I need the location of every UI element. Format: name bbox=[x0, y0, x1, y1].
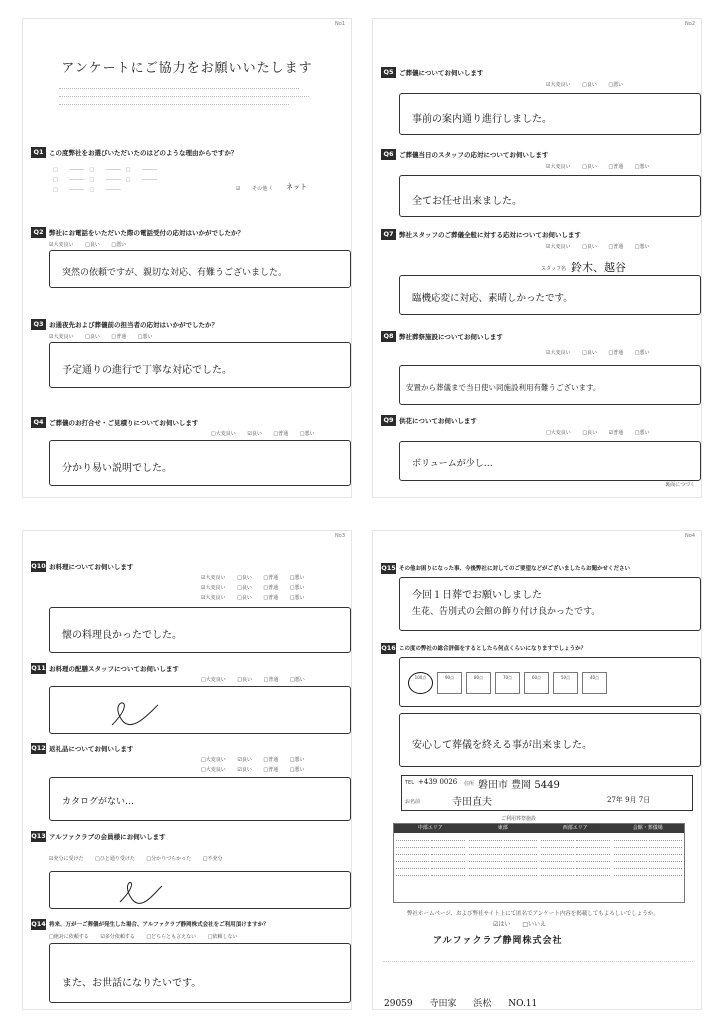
comment-box[interactable] bbox=[399, 365, 701, 405]
question-number: Q8 bbox=[381, 331, 396, 342]
question-6 bbox=[381, 149, 699, 219]
facility-grid-title: ご利用葬祭施設 bbox=[501, 816, 537, 822]
comment-box[interactable] bbox=[49, 686, 351, 734]
question-number: Q13 bbox=[31, 832, 46, 840]
comment-box[interactable] bbox=[49, 250, 351, 288]
comment-box[interactable] bbox=[49, 777, 351, 821]
handwritten-answer: カタログがない… bbox=[62, 797, 135, 807]
name-label: お名前 bbox=[405, 799, 421, 805]
rating-options[interactable]: ☑大変良い □良い □普通 □悪い bbox=[546, 244, 650, 250]
page-number: No3 bbox=[335, 533, 345, 539]
question-10 bbox=[31, 561, 349, 657]
score-option-selected[interactable]: 100点 bbox=[408, 672, 433, 694]
reuse-options[interactable]: □絶対に依頼する ☑多分依頼する □どちらとも言えない □依頼しない bbox=[49, 934, 238, 940]
grid-header: 会館・葬儀場 bbox=[632, 825, 663, 831]
rating-options[interactable]: ☑大変良い □良い □普通 □悪い bbox=[546, 350, 650, 356]
handwritten-answer: また、お世話になりたいです。 bbox=[62, 978, 202, 989]
rating-options[interactable]: □大変良い ☑良い □普通 □悪い □大変良い ☑良い □普通 □悪い bbox=[201, 757, 305, 773]
question-number: Q4 bbox=[31, 417, 46, 428]
question-number: Q15 bbox=[381, 564, 396, 572]
question-3 bbox=[31, 319, 349, 389]
handwritten-answer: 臨機応変に対応、素晴しかったです。 bbox=[412, 293, 573, 304]
question-title: この度弊社をお選びいただいたのはどのような理由からですか？ bbox=[49, 149, 238, 157]
comment-box[interactable] bbox=[399, 713, 701, 767]
handwritten-answer: 予定通りの進行で丁寧な対応でした。 bbox=[62, 365, 232, 376]
comment-box[interactable] bbox=[49, 342, 351, 388]
survey-page-1 bbox=[22, 18, 352, 498]
grid-header: 西部エリア bbox=[562, 825, 588, 831]
page-number: No2 bbox=[685, 21, 695, 27]
handwritten-answer: ボリュームが少し… bbox=[412, 459, 493, 469]
survey-title: アンケートにご協力をお願いいたします bbox=[61, 61, 313, 76]
comment-box[interactable] bbox=[399, 577, 701, 631]
question-number: Q14 bbox=[31, 920, 46, 928]
score-option[interactable]: 70点 bbox=[495, 672, 520, 694]
question-7 bbox=[381, 229, 699, 319]
question-number: Q3 bbox=[31, 319, 46, 330]
facility-grid-header bbox=[394, 824, 684, 833]
question-title: 返礼品についてお伺いします bbox=[49, 745, 134, 753]
grid-header: 東部 bbox=[497, 825, 508, 831]
question-number: Q12 bbox=[31, 744, 46, 752]
question-title: 弊社スタッフのご葬儀全般に対する応対についてお伺いします bbox=[399, 231, 581, 239]
address-value: 磐田市 豊岡 5449 bbox=[478, 780, 560, 791]
question-number: Q11 bbox=[31, 664, 46, 672]
question-number: Q10 bbox=[31, 562, 46, 570]
question-title: 弊社葬祭施設についてお伺いします bbox=[399, 333, 503, 341]
contact-info-box bbox=[401, 775, 693, 811]
question-title: 供花についてお伺いします bbox=[399, 417, 477, 425]
handwritten-answer: 事前の案内通り進行しました。 bbox=[412, 114, 552, 125]
question-title: アルファクラブの会員様にお伺いします bbox=[49, 833, 166, 841]
rating-options[interactable]: ☑大変良い □良い □悪い bbox=[546, 82, 624, 88]
question-title: 弊社にお電話をいただいた際の電話受付の応対はいかがでしたか？ bbox=[49, 229, 244, 237]
comment-box[interactable] bbox=[399, 275, 701, 315]
comment-box[interactable] bbox=[49, 871, 351, 909]
question-number: Q16 bbox=[381, 644, 396, 652]
tel-value: +439 0026 bbox=[418, 778, 458, 786]
other-option[interactable]: ☑ その他（ bbox=[236, 186, 273, 192]
question-number: Q9 bbox=[381, 415, 396, 426]
score-option[interactable]: 90点 bbox=[437, 672, 462, 694]
question-title: この度の弊社の総合評価をするとしたら何点くらいになりますでしょうか？ bbox=[399, 646, 587, 652]
question-1 bbox=[31, 147, 349, 207]
question-14 bbox=[31, 919, 349, 1007]
comment-box[interactable] bbox=[49, 607, 351, 653]
question-title: ご葬儀のお打合せ・ご見積りについてお伺いします bbox=[49, 419, 199, 427]
pen-stroke-mark bbox=[50, 872, 350, 908]
question-title: その他お困りになった事、今後弊社に対してのご要望などがございましたらお聞かせください bbox=[399, 566, 631, 572]
intro-text-lines bbox=[59, 81, 309, 105]
staff-label: スタッフ名 bbox=[541, 266, 567, 272]
question-5 bbox=[381, 67, 699, 137]
grid-header: 中部エリア bbox=[417, 825, 443, 831]
question-title: ご葬儀当日のスタッフの応対についてお伺いします bbox=[399, 151, 549, 159]
survey-page-3 bbox=[22, 530, 352, 1010]
handwritten-answer: 全てお任せ出来ました。 bbox=[412, 196, 522, 207]
membership-options[interactable]: ☑充分に受けた □ひと通り受けた □分かりづらかった □不充分 bbox=[49, 856, 223, 862]
footer-note: 29059 寺田家 浜松 NO.11 bbox=[384, 999, 538, 1009]
question-number: Q7 bbox=[381, 229, 396, 240]
score-option[interactable]: 50点 bbox=[553, 672, 578, 694]
question-title: お料理についてお伺いします bbox=[49, 563, 134, 571]
facility-grid bbox=[393, 823, 685, 903]
pen-stroke-mark bbox=[50, 687, 350, 733]
rating-options[interactable]: ☑大変良い □良い □普通 □悪い bbox=[546, 164, 650, 170]
handwritten-answer: 分かり易い説明でした。 bbox=[62, 463, 172, 474]
question-title: お通夜先および葬儀前の担当者の応対はいかがでしたか？ bbox=[49, 321, 218, 329]
question-2 bbox=[31, 227, 349, 289]
question-title: 将来、万が一ご葬儀が発生した場合、アルファクラブ静岡株式会社をご利用頂けますか？ bbox=[49, 922, 269, 928]
question-12 bbox=[31, 743, 349, 823]
comment-box[interactable] bbox=[399, 441, 701, 481]
question-9 bbox=[381, 415, 699, 487]
handwritten-answer-line2: 生花、告別式の会館の飾り付け良かったです。 bbox=[412, 607, 601, 617]
question-13 bbox=[31, 831, 349, 911]
rating-options[interactable]: □大変良い ☑良い □普通 □悪い bbox=[211, 431, 315, 437]
score-option[interactable]: 40点 bbox=[582, 672, 607, 694]
publish-question: 弊社ホームページ、および弊社サイト上にて匿名でアンケート内容を掲載してもよろしいでしょうか。 bbox=[407, 911, 659, 917]
other-answer: ネット bbox=[286, 183, 307, 191]
company-address-lines bbox=[383, 951, 693, 962]
handwritten-answer: 突然の依頼ですが、親切な対応、有難うございました。 bbox=[62, 268, 288, 278]
page-number: No4 bbox=[685, 533, 695, 539]
page-number: No1 bbox=[335, 21, 345, 27]
staff-name: 鈴木、越谷 bbox=[571, 261, 626, 274]
company-name: アルファクラブ静岡株式会社 bbox=[433, 936, 563, 946]
question-15 bbox=[381, 563, 699, 633]
tel-label: TEL bbox=[405, 780, 414, 786]
comment-box[interactable] bbox=[49, 943, 351, 1003]
score-scale[interactable] bbox=[408, 672, 607, 694]
question-4 bbox=[31, 417, 349, 489]
question-title: ご葬儀についてお伺いします bbox=[399, 69, 484, 77]
survey-page-2 bbox=[372, 18, 702, 498]
question-title: お料理の配膳スタッフについてお伺いします bbox=[49, 665, 179, 673]
comment-box[interactable] bbox=[399, 175, 701, 217]
question-16 bbox=[381, 643, 699, 773]
handwritten-answer-line1: 今回１日葬でお願いしました bbox=[412, 590, 542, 601]
handwritten-answer: 懐の料理良かったでした。 bbox=[62, 630, 182, 641]
handwritten-answer: 安置から葬儀まで当日使い同施設利用有難うございます。 bbox=[406, 383, 601, 392]
reason-options: □ ───── □ ───── □ ───── □ ───── □ ───── □ ───── □ ───── □ ───── bbox=[53, 167, 158, 193]
question-11 bbox=[31, 663, 349, 737]
continue-note: 裏面につづく bbox=[665, 482, 695, 488]
question-number: Q5 bbox=[381, 67, 396, 78]
question-number: Q1 bbox=[31, 147, 46, 158]
address-label: 住所 bbox=[464, 781, 475, 787]
publish-options[interactable]: ☑はい □いいえ bbox=[493, 921, 546, 928]
facility-grid-body bbox=[394, 833, 684, 878]
question-number: Q6 bbox=[381, 149, 396, 160]
rating-options[interactable]: □大変良い □良い □普通 □悪い bbox=[201, 677, 305, 683]
rating-options[interactable]: ☑大変良い □良い □悪い bbox=[49, 242, 127, 248]
survey-page-4 bbox=[372, 530, 702, 1010]
handwritten-answer: 安心して葬儀を終える事が出来ました。 bbox=[412, 740, 592, 751]
question-number: Q2 bbox=[31, 227, 46, 238]
comment-box[interactable] bbox=[399, 93, 701, 135]
score-option[interactable]: 60点 bbox=[524, 672, 549, 694]
name-value: 寺田直夫 bbox=[452, 797, 492, 808]
question-8 bbox=[381, 331, 699, 409]
date-value: 27年 9月 7日 bbox=[607, 796, 651, 804]
rating-options[interactable]: ☑大変良い □良い □普通 □悪い ☑大変良い □良い □普通 □悪い ☑大変良い □良い □普通 □悪い bbox=[201, 575, 305, 601]
score-scale-box bbox=[399, 657, 701, 707]
comment-box[interactable] bbox=[49, 440, 351, 486]
rating-options[interactable]: □大変良い □良い ☑普通 □悪い bbox=[546, 430, 650, 436]
score-option[interactable]: 80点 bbox=[466, 672, 491, 694]
rating-options[interactable]: ☑大変良い □良い □普通 □悪い bbox=[49, 334, 153, 340]
